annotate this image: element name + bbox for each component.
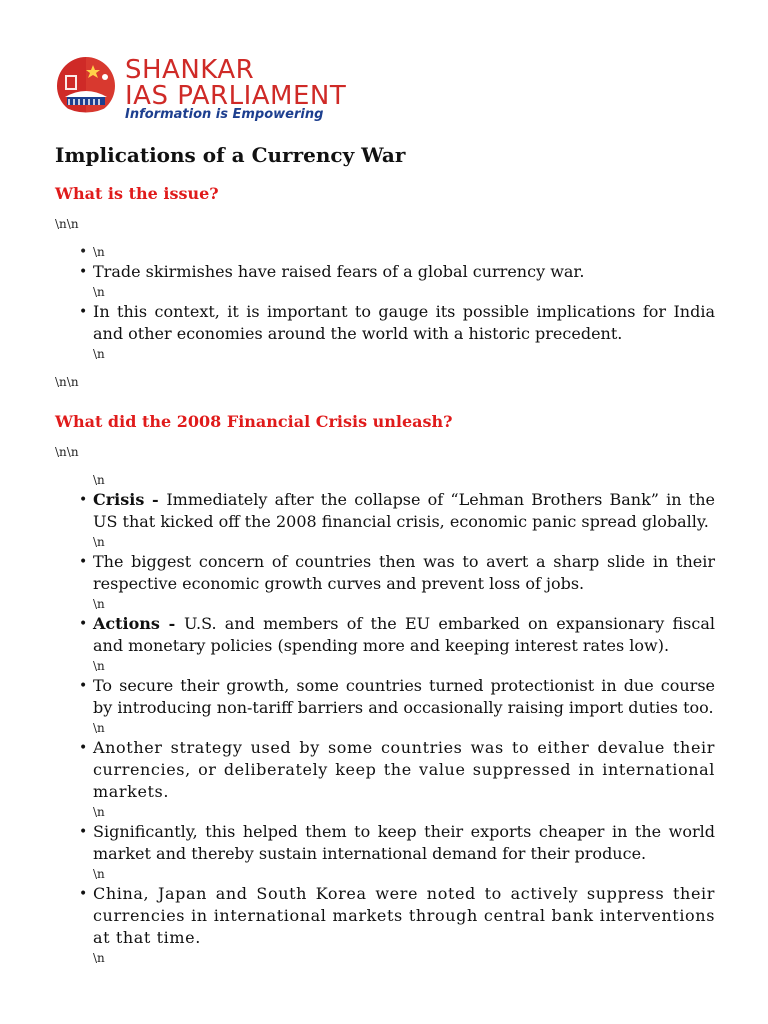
crisis-bullets [55,737,715,803]
list-item [93,489,715,533]
escape-text: \n\n [55,445,79,459]
issue-bullets [55,261,715,283]
page-title: Implications of a Currency War [55,143,406,167]
escape-text: \n [93,347,105,361]
escape-text: \n [93,805,105,819]
bullet-lead: Actions - [93,614,184,633]
bullet-text: U.S. and members of the EU embarked on expansionary fiscal and monetary policies (spending more and keeping interest rates low). [93,614,715,655]
bullet-text: Another strategy used by some countries was to either devalue their currencies, or deliberately keep the value suppressed in international markets. [93,738,715,801]
escape-text: \n [93,473,105,487]
brand-name-line1: SHANKAR [125,55,255,85]
issue-bullets [55,301,715,345]
list-item: • Trade skirmishes have raised fears of a global currency war. [93,261,715,283]
bullet-text: The biggest concern of countries then was to avert a sharp slide in their respective economic growth curves and prevent loss of jobs. [93,552,715,593]
escape-text: \n\n [55,217,79,231]
escape-text: \n [93,535,105,549]
escape-text: \n\n [55,375,79,389]
escape-text: \n [93,951,105,965]
list-item [93,613,715,657]
escape-text: • \n [93,243,715,261]
list-item [93,821,715,865]
section-heading-crisis: What did the 2008 Financial Crisis unleash? [55,412,453,431]
section-heading-issue: What is the issue? [55,184,219,203]
bullet-text: To secure their growth, some countries turned protectionist in due course by introducing non-tariff barriers and occasionally raising import duties too. [93,676,715,717]
escape-text: \n [93,285,105,299]
escape-text: \n [93,867,105,881]
brand-tagline: Information is Empowering [125,107,324,122]
crisis-bullets [55,675,715,719]
brand-name-line2: IAS PARLIAMENT [125,81,347,111]
list-item: • In this context, it is important to gauge its possible implications for India and other economies around the world with a historic precedent. [93,301,715,345]
bullet-text: Immediately after the collapse of “Lehman Brothers Bank” in the US that kicked off the 2008 financial crisis, economic panic spread globally. [93,490,715,531]
brand-logo [55,55,395,125]
escape-text: \n [93,597,105,611]
crisis-bullets [55,489,715,533]
bullet-lead: Crisis - [93,490,167,509]
escape-text: \n [93,659,105,673]
list-item [93,883,715,949]
list-item [93,737,715,803]
crisis-bullets [55,613,715,657]
crisis-bullets [55,883,715,949]
parliament-emblem-icon [55,55,117,121]
article-body [55,142,715,967]
crisis-bullets [55,821,715,865]
bullet-text: Significantly, this helped them to keep their exports cheaper in the world market and thereby sustain international demand for their produce. [93,822,715,863]
list-item [93,675,715,719]
issue-bullet-list [55,243,715,261]
list-item [93,551,715,595]
escape-text: \n [93,721,105,735]
crisis-bullets [55,551,715,595]
bullet-text: China, Japan and South Korea were noted to actively suppress their currencies in international markets through central bank interventions at that time. [93,884,715,947]
